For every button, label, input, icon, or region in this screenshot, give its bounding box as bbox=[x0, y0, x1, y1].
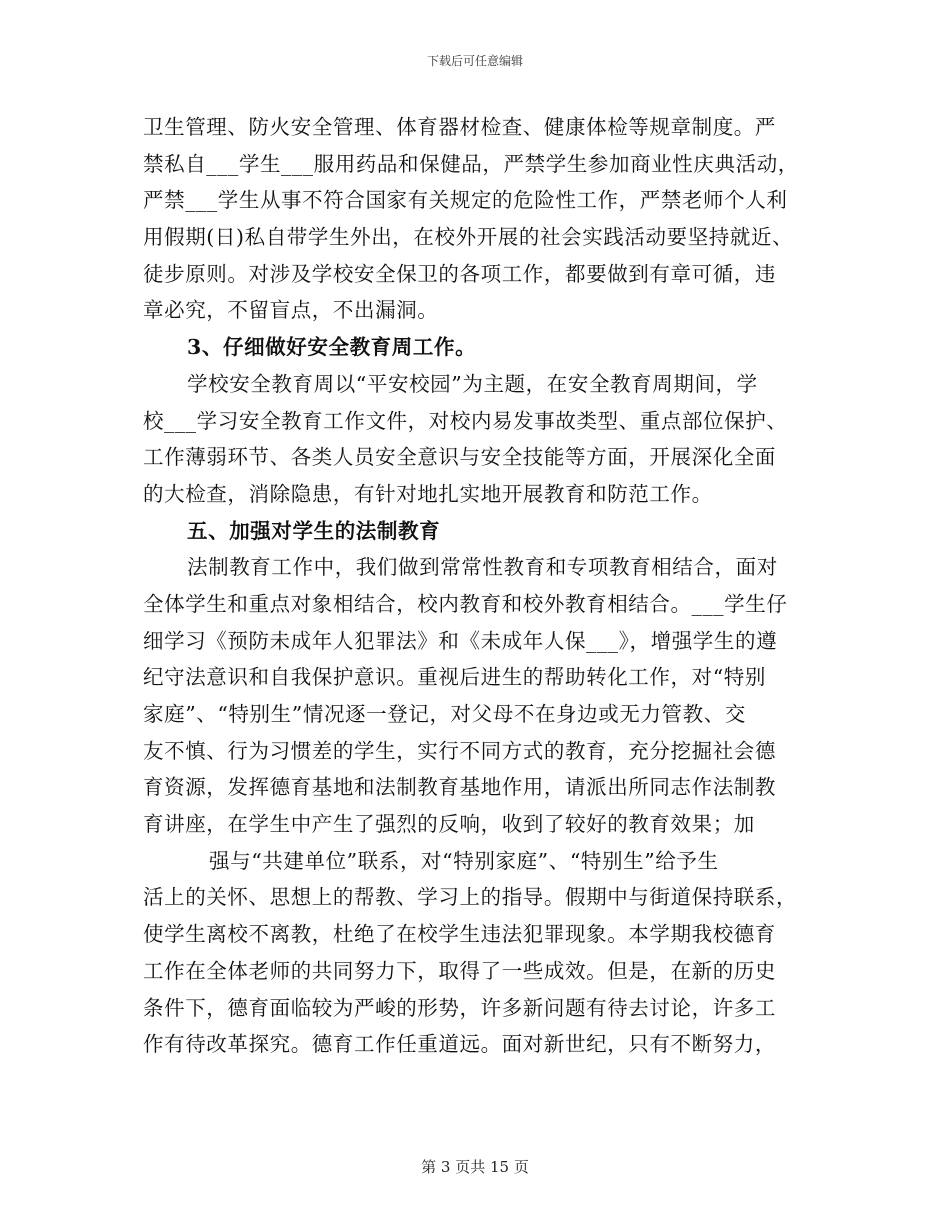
page-number: 第 3 页共 15 页 bbox=[421, 1158, 529, 1176]
section-heading: 五、加强对学生的法制教育 bbox=[187, 518, 441, 543]
body-line: 家庭”、“特别生”情况逐一登记，对父母不在身边或无力管教、交 bbox=[143, 702, 746, 726]
page-header: 下载后可任意编辑 bbox=[426, 54, 523, 68]
body-line: 友不慎、行为习惯差的学生，实行不同方式的教育，充分挖掘社会德 bbox=[143, 738, 776, 763]
body-line: 学校安全教育周以“平安校园”为主题，在安全教育周期间，学 bbox=[187, 371, 758, 396]
body-line: 条件下，德育面临较为严峻的形势，许多新问题有待去讨论，许多工 bbox=[143, 995, 776, 1020]
body-line: 法制教育工作中，我们做到常常性教育和专项教育相结合，面对 bbox=[187, 555, 778, 580]
body-line: 育讲座，在学生中产生了强烈的反响，收到了较好的教育效果；加 bbox=[143, 812, 755, 837]
body-line: 校___学习安全教育工作文件，对校内易发事故类型、重点部位保护、 bbox=[143, 408, 788, 433]
body-line: 全体学生和重点对象相结合，校内教育和校外教育相结合。___学生仔 bbox=[143, 591, 788, 616]
body-line: 用假期(日)私自带学生外出，在校外开展的社会实践活动要坚持就近、 bbox=[143, 225, 794, 250]
body-line: 工作薄弱环节、各类人员安全意识与安全技能等方面，开展深化全面 bbox=[143, 445, 776, 470]
body-line: 细学习《预防未成年人犯罪法》和《未成年人保___》，增强学生的遵 bbox=[143, 628, 778, 653]
body-line: 作有待改革探究。德育工作任重道远。面对新世纪，只有不断努力， bbox=[143, 1032, 776, 1057]
body-line: 禁私自___学生___服用药品和保健品，严禁学生参加商业性庆典活动， bbox=[143, 151, 799, 176]
body-line: 强与“共建单位”联系，对“特别家庭”、“特别生”给予生 bbox=[209, 848, 719, 873]
body-line: 活上的关怀、思想上的帮教、学习上的指导。假期中与街道保持联系， bbox=[143, 885, 798, 910]
body-line: 育资源，发挥德育基地和法制教育基地作用，请派出所同志作法制教 bbox=[143, 775, 776, 800]
body-line: 卫生管理、防火安全管理、体育器材检查、健康体检等规章制度。严 bbox=[143, 115, 776, 139]
body-line: 工作在全体老师的共同努力下，取得了一些成效。但是，在新的历史 bbox=[143, 958, 776, 983]
document-body bbox=[143, 109, 805, 1063]
body-line: 严禁___学生从事不符合国家有关规定的危险性工作，严禁老师个人利 bbox=[143, 188, 788, 213]
body-line: 的大检查，消除隐患，有针对地扎实地开展教育和防范工作。 bbox=[143, 481, 713, 506]
subsection-heading: 3、仔细做好安全教育周工作。 bbox=[187, 335, 477, 360]
body-line: 章必究，不留盲点，不出漏洞。 bbox=[143, 298, 439, 323]
body-line: 纪守法意识和自我保护意识。重视后进生的帮助转化工作，对“特别 bbox=[143, 665, 766, 690]
body-line: 使学生离校不离教，杜绝了在校学生违法犯罪现象。本学期我校德育 bbox=[143, 922, 776, 947]
body-line: 徒步原则。对涉及学校安全保卫的各项工作，都要做到有章可循，违 bbox=[143, 261, 776, 286]
